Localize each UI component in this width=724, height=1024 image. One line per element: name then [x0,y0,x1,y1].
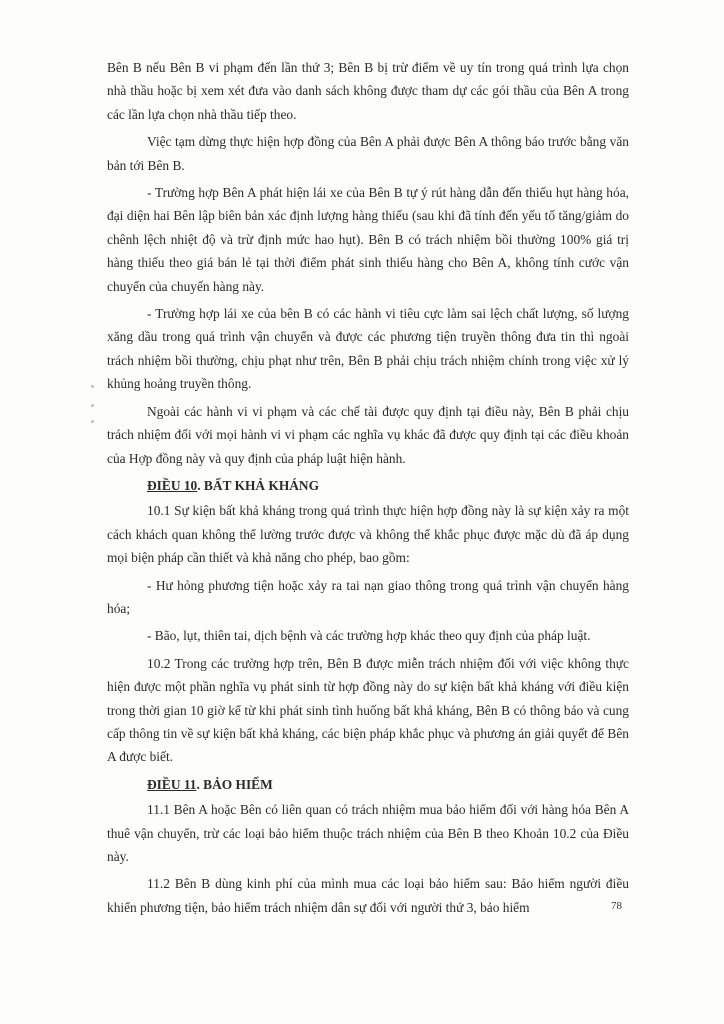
article-11-clause-1: 11.1 Bên A hoặc Bên có liên quan có trách nhiệm mua bảo hiểm đối với hàng hóa Bên A thuê vận chuyển, trừ các loại bảo hiểm thuộc trách nhiệm của Bên B theo Khoản 10.2 của Điều này. [107,802,629,864]
article-11-heading [107,773,629,796]
scan-speck [91,385,94,388]
article-10-title: . BẤT KHẢ KHÁNG [197,477,320,493]
article-10-item-vehicle: - Hư hỏng phương tiện hoặc xảy ra tai nạn giao thông trong quá trình vận chuyển hàng hóa; [107,577,629,616]
article-11-title: . BẢO HIỂM [196,776,273,792]
article-10-clause-1: 10.1 Sự kiện bất khả kháng trong quá trình thực hiện hợp đồng này là sự kiện xảy ra một cách khách quan không thể lường trước được và không thể khắc phục được mặc dù đã áp dụng mọi biện pháp cần thiết và khả năng cho phép, bao gồm: [107,503,629,566]
paragraph-driver-misconduct: - Trường hợp lái xe của bên B có các hành vi tiêu cực làm sai lệch chất lượng, số lượng xăng dầu trong quá trình vận chuyển và được các phương tiện truyền thông đưa tin thì ngoài trách nhiệm bồi thường, chịu phạt như trên, Bên B phải chịu trách nhiệm chính trong việc xử lý khủng hoảng truyền thông. [107,306,629,392]
article-10-heading [107,474,629,497]
paragraph-driver-shortage: - Trường hợp Bên A phát hiện lái xe của Bên B tự ý rút hàng dẫn đến thiếu hụt hàng hóa, đại diện hai Bên lập biên bản xác định lượng hàng thiếu (sau khi đã tính đến yếu tố tăng/giảm do chênh lệch nhiệt độ và trừ định mức hao hụt). Bên B có trách nhiệm bồi thường 100% giá trị hàng thiếu theo giá bán lẻ tại thời điểm phát sinh thiếu hàng cho Bên A, không tính cước vận chuyển của chuyến hàng này. [107,185,629,294]
paragraph-other-violations: Ngoài các hành vi vi phạm và các chế tài được quy định tại điều này, Bên B phải chịu trách nhiệm đối với mọi hành vi vi phạm các nghĩa vụ khác đã được quy định tại các điều khoản của Hợp đồng này và quy định của pháp luật hiện hành. [107,403,629,466]
article-10-number: ĐIỀU 10 [147,477,198,493]
paragraph-suspension-notice: Việc tạm dừng thực hiện hợp đồng của Bên A phải được Bên A thông báo trước bằng văn bản tới Bên B. [107,134,629,173]
scan-speck [91,420,94,423]
article-11-number: ĐIỀU 11 [147,776,197,792]
article-11-clause-2: 11.2 Bên B dùng kinh phí của mình mua các loại bảo hiểm sau: Bảo hiểm người điều khiển phương tiện, bảo hiểm trách nhiệm dân sự đối với người thứ 3, bảo hiểm [107,876,629,915]
article-10-clause-2: 10.2 Trong các trường hợp trên, Bên B được miễn trách nhiệm đối với việc không thực hiện được một phần nghĩa vụ phát sinh từ hợp đồng này do sự kiện bất khả kháng với điều kiện trong thời gian 10 giờ kể từ khi phát sinh tình huống bất khả kháng, Bên B có thông báo và cung cấp thông tin về sự kiện bất khả kháng, các biện pháp khắc phục và phương án giải quyết để Bên A được biết. [107,655,629,765]
document-body [107,56,629,923]
paragraph-violation-penalty: Bên B nếu Bên B vi phạm đến lần thứ 3; Bên B bị trừ điểm về uy tín trong quá trình lựa chọn nhà thầu hoặc bị xem xét đưa vào danh sách không được tham dự các gói thầu của Bên A trong các lần lựa chọn nhà thầu tiếp theo. [107,60,629,122]
article-10-item-disaster: - Bão, lụt, thiên tai, dịch bệnh và các trường hợp khác theo quy định của pháp luật. [147,628,591,644]
page-number: 78 [611,900,622,912]
scan-speck [91,404,94,407]
